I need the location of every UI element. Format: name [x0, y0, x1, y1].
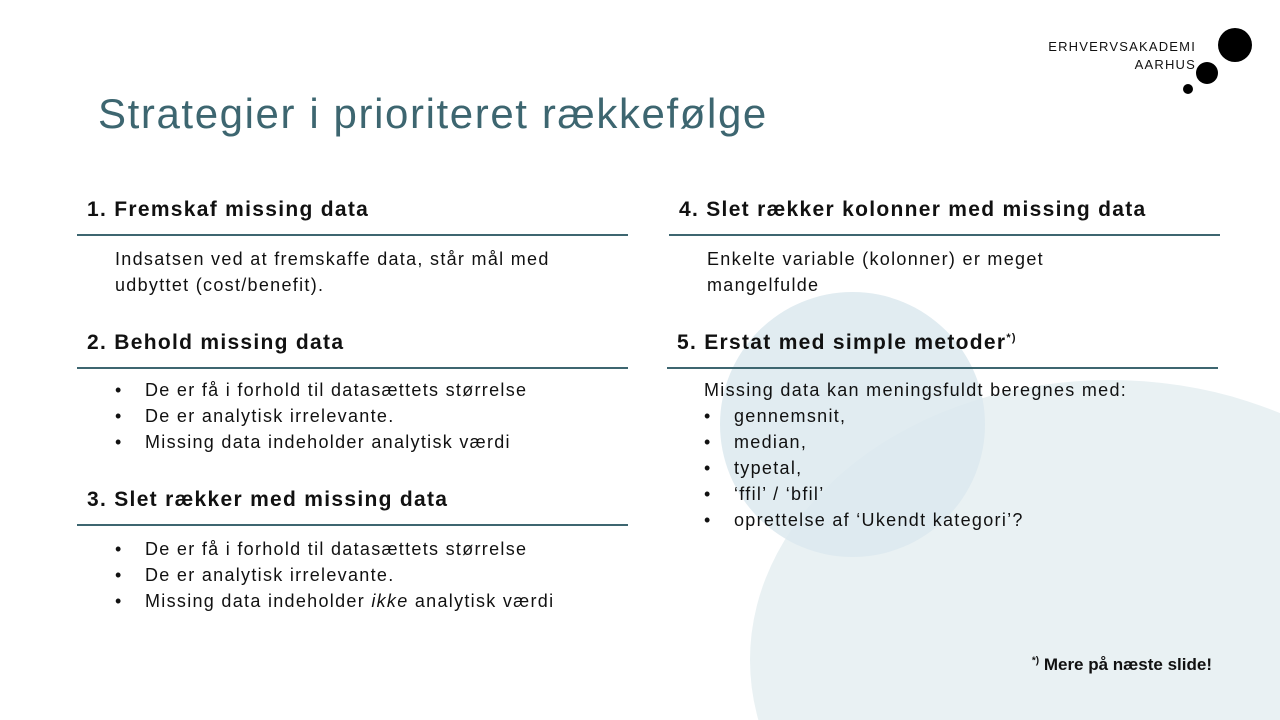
section-5-intro: Missing data kan meningsfuldt beregnes med: — [704, 380, 1128, 400]
list-item: • typetal, — [704, 455, 1218, 481]
logo — [1048, 26, 1258, 98]
section-2-heading: 2. Behold missing data — [87, 331, 345, 354]
logo-text — [1048, 38, 1196, 74]
footnote-marker: *) — [1006, 332, 1017, 344]
list-item: • gennemsnit, — [704, 403, 1218, 429]
section-3 — [77, 488, 628, 614]
section-1 — [77, 198, 628, 298]
section-3-list — [77, 536, 575, 614]
section-4-divider — [669, 234, 1220, 236]
section-4 — [669, 198, 1220, 298]
slide-title: Strategier i prioriteret rækkefølge — [98, 90, 768, 137]
list-item: • De er få i forhold til datasættets størrelse — [115, 377, 628, 403]
section-2-divider — [77, 367, 628, 369]
list-item: • De er analytisk irrelevante. — [115, 562, 575, 588]
list-item: • De er få i forhold til datasættets størrelse — [115, 536, 575, 562]
logo-line-2: AARHUS — [1134, 57, 1196, 72]
section-1-heading: 1. Fremskaf missing data — [87, 198, 370, 221]
section-4-text: Enkelte variable (kolonner) er meget mangelfulde — [707, 249, 1044, 295]
list-item-text: Missing data indeholder — [145, 591, 372, 611]
section-4-heading: 4. Slet rækker kolonner med missing data — [679, 198, 1147, 221]
section-2-list — [77, 377, 628, 455]
section-5-body — [667, 377, 1218, 533]
footnote — [1032, 655, 1212, 675]
section-5-heading-text: 5. Erstat med simple metoder — [677, 331, 1007, 354]
list-item: • oprettelse af ‘Ukendt kategori’? — [704, 507, 1218, 533]
list-item: • median, — [704, 429, 1218, 455]
footnote-text: Mere på næste slide! — [1043, 655, 1212, 674]
section-3-heading: 3. Slet rækker med missing data — [87, 488, 449, 511]
section-5-divider — [667, 367, 1218, 369]
list-item — [115, 588, 575, 614]
section-3-divider — [77, 524, 628, 526]
logo-dot-small — [1183, 84, 1193, 94]
list-item: • Missing data indeholder analytisk værdi — [115, 429, 628, 455]
section-1-divider — [77, 234, 628, 236]
list-item: • ‘ffil’ / ‘bfil’ — [704, 481, 1218, 507]
emphasis-text: ikke — [371, 591, 409, 611]
list-item: • De er analytisk irrelevante. — [115, 403, 628, 429]
section-2 — [77, 331, 628, 455]
logo-line-1: ERHVERVSAKADEMI — [1048, 39, 1196, 54]
list-item-text: analytisk værdi — [408, 591, 555, 611]
footnote-marker: *) — [1031, 655, 1040, 667]
section-5-heading — [667, 331, 1218, 355]
section-1-text: Indsatsen ved at fremskaffe data, står mål med udbyttet (cost/benefit). — [115, 249, 550, 295]
logo-dot-medium — [1196, 62, 1218, 84]
logo-dot-large — [1218, 28, 1252, 62]
section-5-list — [704, 403, 1218, 533]
section-5 — [667, 331, 1218, 533]
